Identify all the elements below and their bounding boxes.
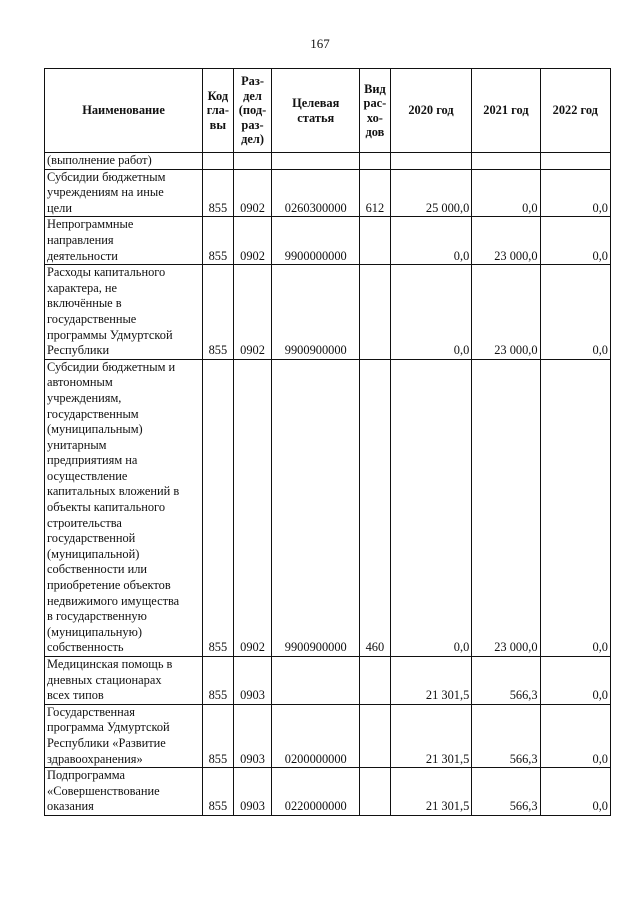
row-2020: 21 301,5 xyxy=(390,704,472,767)
row-2021: 23 000,0 xyxy=(472,359,540,656)
row-2022: 0,0 xyxy=(540,217,610,265)
row-section: 0903 xyxy=(233,657,272,705)
row-target: 9900900000 xyxy=(272,265,360,360)
row-section: 0902 xyxy=(233,359,272,656)
row-code: 855 xyxy=(203,657,234,705)
row-2020: 0,0 xyxy=(390,265,472,360)
row-type xyxy=(360,657,391,705)
row-2020: 0,0 xyxy=(390,217,472,265)
row-2022: 0,0 xyxy=(540,359,610,656)
row-2020: 0,0 xyxy=(390,359,472,656)
table-row xyxy=(45,359,611,656)
row-section: 0903 xyxy=(233,768,272,816)
row-2021: 566,3 xyxy=(472,704,540,767)
row-2020: 21 301,5 xyxy=(390,657,472,705)
row-2020 xyxy=(390,153,472,170)
table-row xyxy=(45,169,611,217)
row-target: 0220000000 xyxy=(272,768,360,816)
header-target: Целевая статья xyxy=(272,69,360,153)
row-target: 0260300000 xyxy=(272,169,360,217)
budget-table xyxy=(44,68,611,816)
header-code: Код гла- вы xyxy=(203,69,234,153)
row-target: 9900900000 xyxy=(272,359,360,656)
header-2022: 2022 год xyxy=(540,69,610,153)
row-section: 0902 xyxy=(233,265,272,360)
row-target xyxy=(272,153,360,170)
row-type xyxy=(360,768,391,816)
page-number: 167 xyxy=(310,36,330,51)
row-type xyxy=(360,265,391,360)
header-type: Вид рас- хо- дов xyxy=(360,69,391,153)
row-2021: 566,3 xyxy=(472,657,540,705)
row-section: 0903 xyxy=(233,704,272,767)
row-name: Подпрограмма «Совершенствование оказания xyxy=(45,768,203,816)
row-code: 855 xyxy=(203,768,234,816)
row-2022: 0,0 xyxy=(540,265,610,360)
header-2020: 2020 год xyxy=(390,69,472,153)
row-type: 460 xyxy=(360,359,391,656)
row-type: 612 xyxy=(360,169,391,217)
table-row xyxy=(45,704,611,767)
row-code: 855 xyxy=(203,169,234,217)
row-2022 xyxy=(540,153,610,170)
row-type xyxy=(360,153,391,170)
row-type xyxy=(360,704,391,767)
row-target: 0200000000 xyxy=(272,704,360,767)
table-row xyxy=(45,265,611,360)
row-2022: 0,0 xyxy=(540,704,610,767)
header-row xyxy=(45,69,611,153)
row-section: 0902 xyxy=(233,217,272,265)
row-type xyxy=(360,217,391,265)
row-code: 855 xyxy=(203,704,234,767)
table-row xyxy=(45,217,611,265)
header-section: Раз- дел (под- раз- дел) xyxy=(233,69,272,153)
row-name: Непрограммные направления деятельности xyxy=(45,217,203,265)
row-2020: 21 301,5 xyxy=(390,768,472,816)
row-name: Государственная программа Удмуртской Республики «Развитие здравоохранения» xyxy=(45,704,203,767)
row-2021: 0,0 xyxy=(472,169,540,217)
row-2021: 23 000,0 xyxy=(472,217,540,265)
row-2021: 23 000,0 xyxy=(472,265,540,360)
table-row xyxy=(45,657,611,705)
row-2022: 0,0 xyxy=(540,657,610,705)
row-code: 855 xyxy=(203,217,234,265)
row-2020: 25 000,0 xyxy=(390,169,472,217)
row-name: (выполнение работ) xyxy=(45,153,203,170)
row-target xyxy=(272,657,360,705)
header-name: Наименование xyxy=(45,69,203,153)
row-code: 855 xyxy=(203,359,234,656)
row-target: 9900000000 xyxy=(272,217,360,265)
row-2021 xyxy=(472,153,540,170)
table-row xyxy=(45,153,611,170)
row-2021: 566,3 xyxy=(472,768,540,816)
row-name: Медицинская помощь в дневных стационарах всех типов xyxy=(45,657,203,705)
row-section: 0902 xyxy=(233,169,272,217)
row-name: Субсидии бюджетным учреждениям на иные цели xyxy=(45,169,203,217)
row-section xyxy=(233,153,272,170)
row-code xyxy=(203,153,234,170)
row-code: 855 xyxy=(203,265,234,360)
row-2022: 0,0 xyxy=(540,768,610,816)
row-name: Субсидии бюджетным и автономным учреждениям, государственным (муниципальным) унитарным предприятиям на осуществление капитальных вложений в объекты капитального строительства государственной (муниципальной) собственности или приобретение объектов недвижимого имущества в государственную (муниципальную) собственность xyxy=(45,359,203,656)
header-2021: 2021 год xyxy=(472,69,540,153)
table-row xyxy=(45,768,611,816)
row-name: Расходы капитального характера, не включённые в государственные программы Удмуртской Республики xyxy=(45,265,203,360)
row-2022: 0,0 xyxy=(540,169,610,217)
